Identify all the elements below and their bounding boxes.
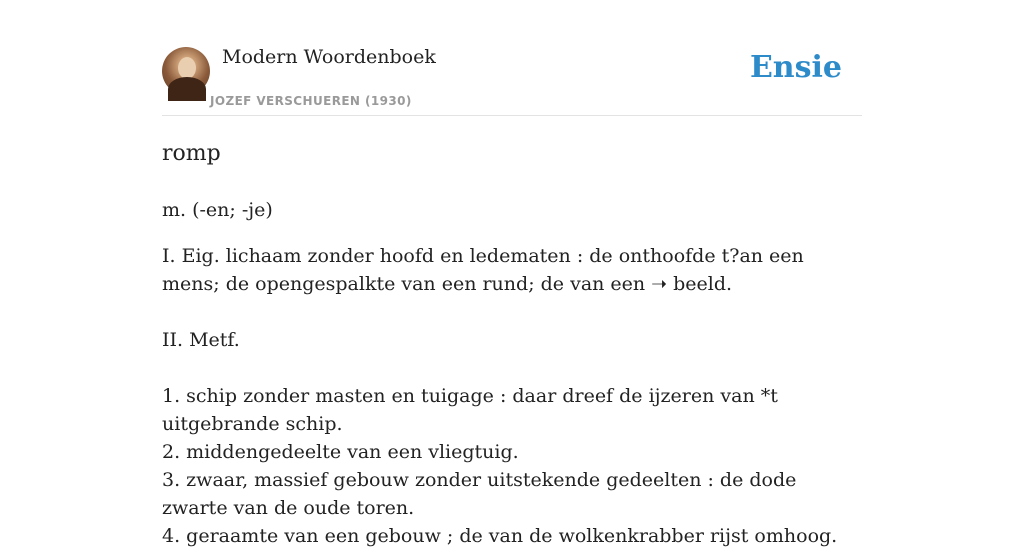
- subsense-list: [162, 382, 862, 550]
- book-title[interactable]: Modern Woordenboek: [222, 46, 436, 68]
- avatar-coat: [168, 77, 206, 101]
- subsense-item: 3. zwaar, massief gebouw zonder uitstekende gedeelten : de dode zwarte van de oude toren.: [162, 469, 797, 519]
- subsense-item: 4. geraamte van een gebouw ; de van de wolkenkrabber rijst omhoog.: [162, 525, 838, 547]
- subsense-item: 1. schip zonder masten en tuigage : daar dreef de ijzeren van *t uitgebrande schip.: [162, 385, 778, 435]
- sense-2-heading: II. Metf.: [162, 329, 240, 351]
- sense-1: I. Eig. lichaam zonder hoofd en ledematen : de onthoofde t?an een mens; de opengespalkte van een rund; de van een ➝ beeld.: [162, 245, 804, 295]
- entry-content: [162, 138, 862, 550]
- headword: romp: [162, 141, 221, 166]
- author-avatar: [162, 47, 210, 95]
- avatar-face: [178, 57, 196, 79]
- author-name[interactable]: JOZEF VERSCHUEREN (1930): [210, 94, 412, 108]
- header: [162, 44, 862, 116]
- ensie-logo[interactable]: Ensie: [749, 50, 842, 85]
- subsense-item: 2. middengedeelte van een vliegtuig.: [162, 441, 519, 463]
- grammar-info: m. (-en; -je): [162, 199, 273, 221]
